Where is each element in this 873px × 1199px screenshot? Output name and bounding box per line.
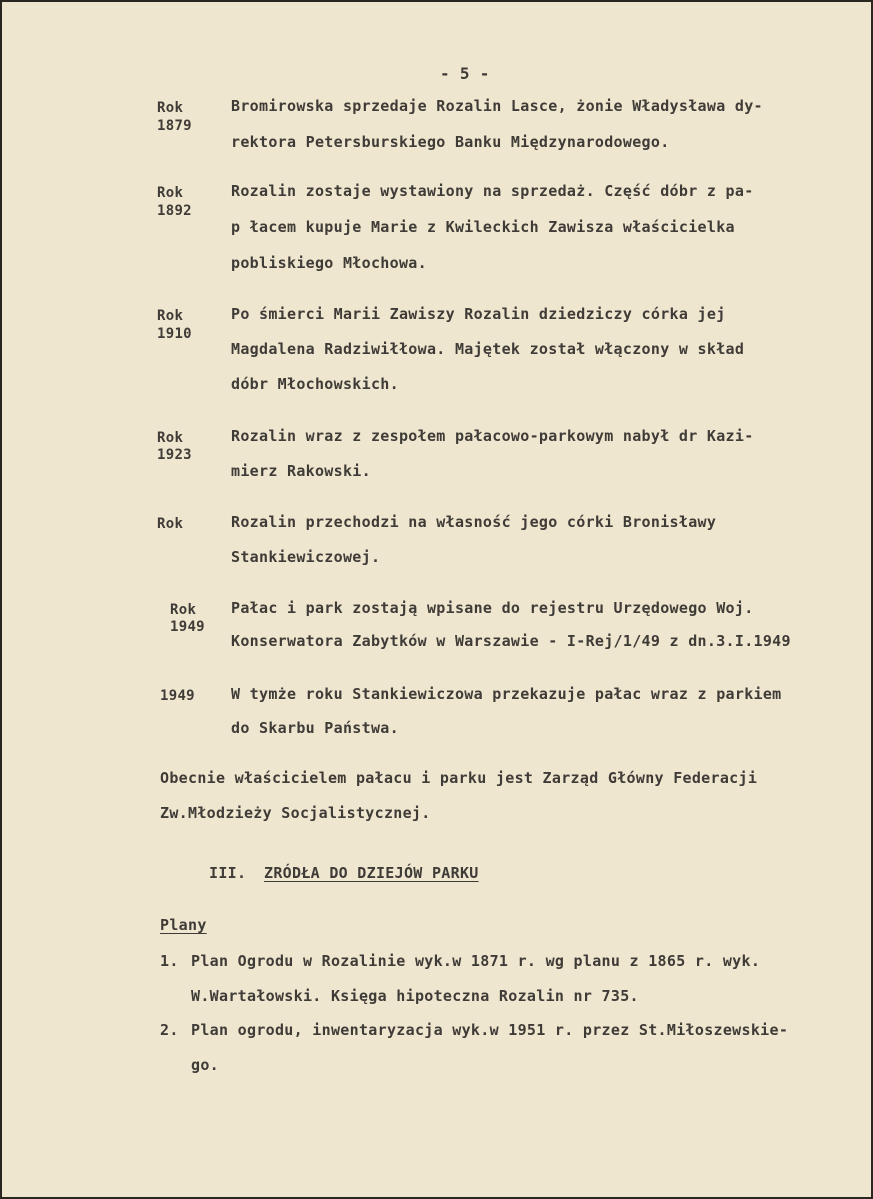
entry-year: 1923 bbox=[157, 447, 192, 463]
entry-text-line: mierz Rakowski. bbox=[231, 462, 371, 480]
entry-text-line: Rozalin wraz z zespołem pałacowo-parkowym nabył dr Kazi- bbox=[231, 427, 754, 445]
entry-text-line: Konserwatora Zabytków w Warszawie - I-Rej/1/49 z dn.3.I.1949 bbox=[231, 632, 791, 650]
entry-year: 1892 bbox=[157, 203, 192, 219]
list-item-line: W.Wartałowski. Księga hipoteczna Rozalin nr 735. bbox=[191, 987, 639, 1005]
entry-text-line: p łacem kupuje Marie z Kwileckich Zawisza właścicielka bbox=[231, 218, 735, 236]
entry-year: 1949 bbox=[170, 619, 205, 635]
entry-text-line: dóbr Młochowskich. bbox=[231, 375, 399, 393]
entry-text-line: Po śmierci Marii Zawiszy Rozalin dziedziczy córka jej bbox=[231, 305, 726, 323]
entry-year: 1910 bbox=[157, 326, 192, 342]
entry-text-line: Bromirowska sprzedaje Rozalin Lasce, żonie Władysława dy- bbox=[231, 97, 763, 115]
list-item-line: Plan Ogrodu w Rozalinie wyk.w 1871 r. wg planu z 1865 r. wyk. bbox=[191, 952, 761, 970]
paragraph-line: Obecnie właścicielem pałacu i parku jest Zarząd Główny Federacji bbox=[160, 769, 758, 787]
entry-text-line: Rozalin zostaje wystawiony na sprzedaż. Część dóbr z pa- bbox=[231, 182, 754, 200]
entry-text-line: pobliskiego Młochowa. bbox=[231, 254, 427, 272]
entry-text-line: Rozalin przechodzi na własność jego córki Bronisławy bbox=[231, 513, 717, 531]
entry-text-line: Stankiewiczowej. bbox=[231, 548, 381, 566]
entry-year-label: Rok bbox=[157, 430, 184, 446]
entry-year-label: Rok bbox=[157, 100, 184, 116]
list-item-number: 1. bbox=[160, 952, 179, 970]
entry-text-line: W tymże roku Stankiewiczowa przekazuje pałac wraz z parkiem bbox=[231, 685, 782, 703]
entry-year-label: Rok bbox=[157, 185, 184, 201]
entry-year-label: 1949 bbox=[160, 688, 195, 704]
list-item-line: go. bbox=[191, 1056, 219, 1074]
entry-text-line: rektora Petersburskiego Banku Międzynarodowego. bbox=[231, 133, 670, 151]
section-title: ZRÓDŁA DO DZIEJÓW PARKU bbox=[264, 864, 479, 882]
entry-text-line: do Skarbu Państwa. bbox=[231, 719, 399, 737]
section-number: III. bbox=[209, 864, 247, 882]
entry-text-line: Magdalena Radziwiłłowa. Majętek został włączony w skład bbox=[231, 340, 745, 358]
entry-text-line: Pałac i park zostają wpisane do rejestru Urzędowego Woj. bbox=[231, 599, 754, 617]
entry-year: 1879 bbox=[157, 118, 192, 134]
plans-heading: Plany bbox=[160, 916, 207, 934]
entry-year-label: Rok bbox=[157, 308, 184, 324]
page-number: - 5 - bbox=[440, 64, 490, 83]
list-item-number: 2. bbox=[160, 1021, 179, 1039]
paragraph-line: Zw.Młodzieży Socjalistycznej. bbox=[160, 804, 431, 822]
entry-year-label: Rok bbox=[170, 602, 197, 618]
list-item-line: Plan ogrodu, inwentaryzacja wyk.w 1951 r. przez St.Miłoszewskie- bbox=[191, 1021, 789, 1039]
entry-year-label: Rok bbox=[157, 516, 184, 532]
